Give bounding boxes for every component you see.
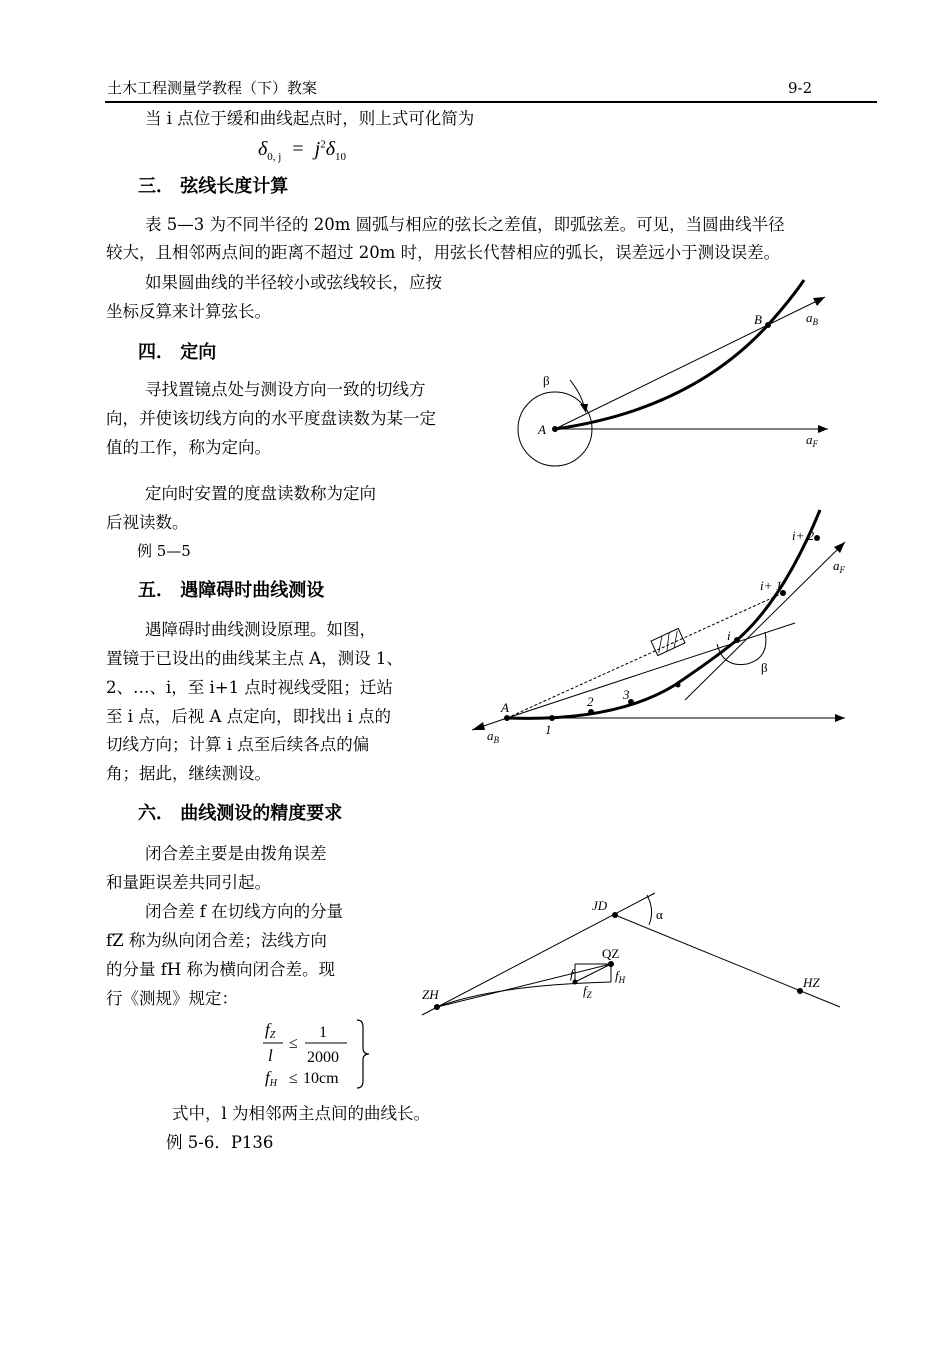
- label-beta: β: [543, 373, 550, 388]
- le-sign-2: ≤: [289, 1070, 298, 1087]
- text-line: 表 5—3 为不同半径的 20m 圆弧与相应的弦长之差值，即弧弦差。可见，当圆曲线半径: [145, 215, 785, 234]
- point-2: [588, 709, 594, 715]
- tangent-2: [615, 915, 840, 1007]
- right-brace: [357, 1020, 369, 1088]
- l-den: l: [268, 1046, 273, 1065]
- text-line: 遇障碍时曲线测设原理。如图，: [145, 620, 376, 639]
- label-B: B: [754, 312, 762, 327]
- text-line: 后视读数。: [106, 513, 189, 532]
- f-z-num: fZ: [265, 1020, 276, 1041]
- text-line: 角；据此，继续测设。: [106, 764, 271, 783]
- label-2: 2: [587, 694, 594, 709]
- example-label: 例 5—5: [137, 542, 191, 560]
- label-alpha: α: [656, 907, 663, 922]
- text-line: 寻找置镜点处与测设方向一致的切线方: [145, 380, 426, 399]
- text-line: 式中，l 为相邻两主点间的曲线长。: [172, 1104, 431, 1123]
- text-line: 坐标反算来计算弦长。: [106, 302, 271, 321]
- label-i1: i+ 1: [760, 578, 783, 593]
- line-aB: [555, 297, 825, 429]
- arrow-aB: [472, 722, 485, 730]
- text-line: 和量距误差共同引起。: [106, 873, 271, 892]
- point-A: [504, 715, 510, 721]
- label-aB: $a_B$: [487, 728, 499, 745]
- figure-orientation: [510, 270, 840, 470]
- text-line: 闭合差主要是由拨角误差: [145, 844, 327, 863]
- page-number: 9-2: [788, 79, 813, 97]
- tangent-i: [685, 542, 845, 700]
- point-4: [676, 683, 681, 688]
- text-line: 值的工作，称为定向。: [106, 438, 271, 457]
- arrow-base: [835, 714, 845, 722]
- label-aB: $a_B$: [806, 310, 818, 327]
- label-3: 3: [623, 687, 630, 702]
- section-title: 三． 弦线长度计算: [138, 176, 289, 197]
- label-HZ: HZ: [803, 975, 820, 990]
- text-line: 如果圆曲线的半径较小或弦线较长，应按: [145, 273, 442, 292]
- figure-obstacle: [465, 500, 855, 760]
- example-label: 例 5-6．P136: [166, 1133, 274, 1152]
- text-line: 置镜于已设出的曲线某主点 A，测设 1、: [106, 649, 403, 668]
- one: 1: [319, 1024, 327, 1041]
- arrow-aF: [818, 425, 828, 433]
- text-line: fZ 称为纵向闭合差；法线方向: [106, 931, 327, 950]
- label-f: f: [570, 966, 574, 981]
- header-title: 土木工程测量学教程（下）教案: [107, 79, 318, 97]
- label-A: A: [538, 422, 546, 437]
- point-1: [549, 715, 555, 721]
- point-i2: [814, 535, 820, 541]
- text-line: 当 i 点位于缓和曲线起点时，则上式可化简为: [145, 109, 475, 128]
- text-line: 切线方向；计算 i 点至后续各点的偏: [106, 735, 370, 754]
- text-line: 向，并使该切线方向的水平度盘读数为某一定: [106, 409, 436, 428]
- label-beta: β: [761, 660, 768, 675]
- text-line: 至 i 点，后视 A 点定向，即找出 i 点的: [106, 707, 391, 726]
- alpha-arc: [647, 895, 652, 925]
- text-line: 行《测规》规定：: [106, 989, 238, 1008]
- text-line: 定向时安置的度盘读数称为定向: [145, 484, 376, 503]
- le-sign: ≤: [289, 1035, 298, 1052]
- limit-value: 10cm: [303, 1070, 339, 1087]
- two-thousand: 2000: [307, 1049, 339, 1066]
- label-aF: $a_F$: [806, 432, 818, 449]
- section-title: 六． 曲线测设的精度要求: [138, 803, 343, 824]
- text-line: 较大，且相邻两点间的距离不超过 20m 时，用弦长代替相应的弧长，误差远小于测设误差。: [106, 243, 781, 262]
- label-A: A: [501, 700, 509, 715]
- label-JD: JD: [592, 898, 608, 913]
- header-rule: [105, 101, 877, 103]
- point-A: [552, 426, 558, 432]
- line-to-i: [507, 623, 795, 718]
- section-title: 五． 遇障碍时曲线测设: [138, 580, 325, 601]
- arrow-aB: [813, 297, 825, 306]
- figure-closure: [415, 885, 845, 1025]
- formula-delta: $\delta_{0, j} = j^2\delta_{10}$: [258, 138, 346, 163]
- point-B: [765, 322, 771, 328]
- f-h: fH: [265, 1068, 277, 1089]
- text-line: 闭合差 f 在切线方向的分量: [145, 902, 344, 921]
- angle-arrow: [580, 404, 588, 413]
- formula-tolerance: [255, 1015, 385, 1095]
- f-diagonal: [575, 964, 611, 982]
- label-fZ: $f_Z$: [583, 983, 592, 1000]
- point-i: [734, 637, 740, 643]
- label-fH: $f_H$: [615, 968, 626, 985]
- section-title: 四． 定向: [138, 342, 217, 363]
- curve: [507, 510, 820, 718]
- label-QZ: QZ: [602, 946, 620, 961]
- curve: [555, 280, 804, 429]
- label-ZH: ZH: [422, 987, 439, 1002]
- point-QZ: [608, 961, 614, 967]
- tangent-1: [422, 893, 655, 1015]
- label-aF: $a_F$: [833, 558, 845, 575]
- point-JD: [612, 912, 618, 918]
- point-ZH: [434, 1004, 440, 1010]
- label-i2: i+ 2: [792, 528, 815, 543]
- label-i: i: [727, 628, 731, 643]
- label-1: 1: [545, 722, 552, 737]
- text-line: 的分量 fH 称为横向闭合差。现: [106, 960, 335, 979]
- text-line: 2、…、i，至 i+1 点时视线受阻；迁站: [106, 678, 393, 697]
